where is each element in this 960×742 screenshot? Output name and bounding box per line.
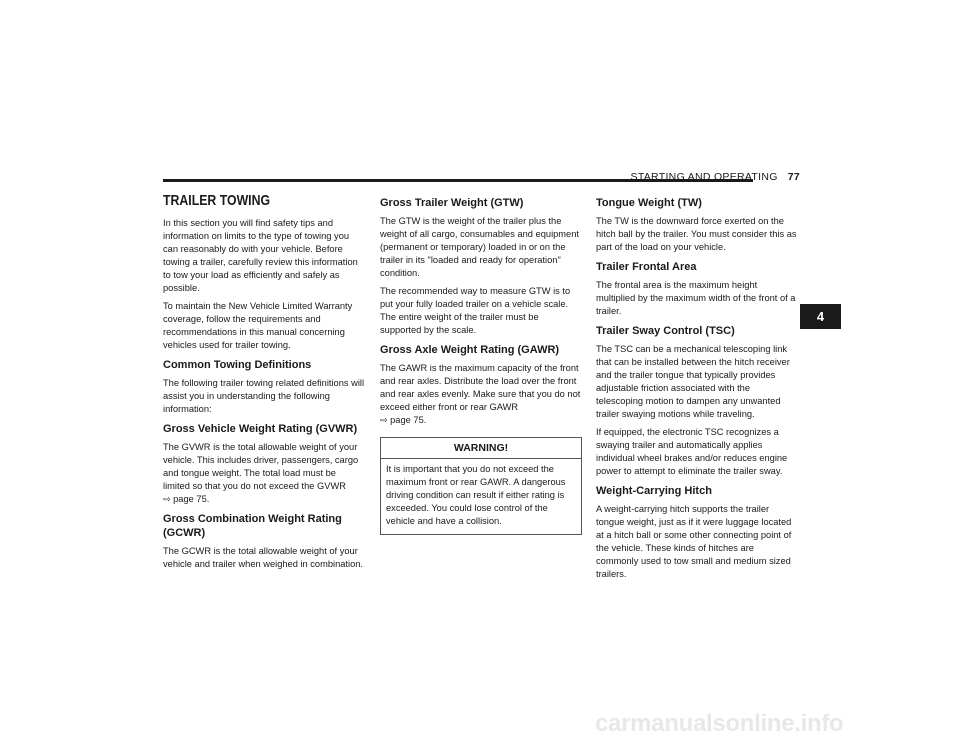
heading-gcwr: Gross Combination Weight Rating (GCWR) bbox=[163, 513, 342, 539]
tongue-weight-paragraph: The TW is the downward force exerted on the hitch ball by the trailer. You must consider this as part of the load on your vehicle. bbox=[596, 216, 797, 252]
page-ref-arrow-icon: ⇨ bbox=[380, 415, 388, 425]
column-1 bbox=[163, 190, 365, 576]
watermark: carmanualsonline.info bbox=[595, 710, 844, 737]
gawr-page-link[interactable]: page 75. bbox=[390, 415, 427, 425]
warning-text: It is important that you do not exceed the maximum front or rear GAWR. A dangerous driving condition can result if either rating is exceeded. You could lose control of the vehicle and have a collision. bbox=[386, 464, 566, 526]
gcwr-paragraph: The GCWR is the total allowable weight of your vehicle and trailer when weighed in combination. bbox=[163, 546, 364, 569]
gtw-paragraph-2: The recommended way to measure GTW is to put your fully loaded trailer on a vehicle scale. The entire weight of the trailer must be supported by the scale. bbox=[380, 286, 571, 335]
intro-paragraph-2: To maintain the New Vehicle Limited Warranty coverage, follow the requirements and recommendations in this manual concerning vehicles used for trailer towing. bbox=[163, 301, 353, 350]
warning-title: WARNING! bbox=[381, 438, 581, 459]
heading-trailer-sway-control: Trailer Sway Control (TSC) bbox=[596, 325, 735, 337]
section-title: STARTING AND OPERATING bbox=[630, 171, 778, 183]
heading-gtw: Gross Trailer Weight (GTW) bbox=[380, 197, 524, 209]
gawr-text: The GAWR is the maximum capacity of the front and rear axles. Distribute the load over the front and rear axles evenly. Make sure that you do not exceed either front or rear GAWR bbox=[380, 363, 581, 412]
common-definitions-paragraph: The following trailer towing related definitions will assist you in understanding the following information: bbox=[163, 378, 365, 414]
heading-weight-carrying-hitch: Weight-Carrying Hitch bbox=[596, 485, 712, 497]
tsc-paragraph-1: The TSC can be a mechanical telescoping link that can be installed between the hitch receiver and the trailer tongue that typically provides adjustable friction associated with the telescoping motion to dampen any unwanted trailer swaying motions while traveling. bbox=[596, 344, 790, 419]
heading-common-towing-definitions: Common Towing Definitions bbox=[163, 359, 312, 371]
page-number: 77 bbox=[787, 171, 800, 183]
intro-paragraph-1: In this section you will find safety tips and information on limits to the type of towing you can reasonably do with your vehicle. Before towing a trailer, carefully review this information to tow your load as efficiently and safely as possible. bbox=[163, 218, 358, 293]
chapter-tab: 4 bbox=[800, 304, 841, 329]
gvwr-text: The GVWR is the total allowable weight of your vehicle. This includes driver, passengers, cargo and tongue weight. The total load must be limited so that you do not exceed the GVWR bbox=[163, 442, 359, 491]
heading-trailer-frontal-area: Trailer Frontal Area bbox=[596, 261, 697, 273]
hitch-paragraph: A weight-carrying hitch supports the trailer tongue weight, just as if it were luggage located at a hitch ball or some other connecting point of the vehicle. These kinds of hitches are commonly used to tow small and medium sized trailers. bbox=[596, 504, 792, 579]
page-ref-arrow-icon: ⇨ bbox=[163, 494, 171, 504]
heading-tongue-weight: Tongue Weight (TW) bbox=[596, 197, 702, 209]
gvwr-paragraph bbox=[163, 441, 365, 506]
gtw-paragraph-1: The GTW is the weight of the trailer plus the weight of all cargo, consumables and equipment (permanent or temporary) loaded in or on the trailer in its "loaded and ready for operation" condition. bbox=[380, 216, 579, 278]
warning-box bbox=[380, 437, 582, 535]
frontal-area-paragraph: The frontal area is the maximum height multiplied by the maximum width of the front of a trailer. bbox=[596, 280, 796, 316]
running-header bbox=[590, 171, 800, 183]
gvwr-page-link[interactable]: page 75. bbox=[173, 494, 210, 504]
heading-gvwr: Gross Vehicle Weight Rating (GVWR) bbox=[163, 423, 358, 435]
page-title: TRAILER TOWING bbox=[163, 192, 271, 209]
gawr-paragraph bbox=[380, 362, 582, 427]
column-2 bbox=[380, 190, 582, 535]
tsc-paragraph-2: If equipped, the electronic TSC recognizes a swaying trailer and automatically applies individual wheel brakes and/or reduces engine power to attempt to eliminate the trailer sway. bbox=[596, 427, 788, 476]
column-3 bbox=[596, 190, 798, 586]
heading-gawr: Gross Axle Weight Rating (GAWR) bbox=[380, 344, 560, 356]
